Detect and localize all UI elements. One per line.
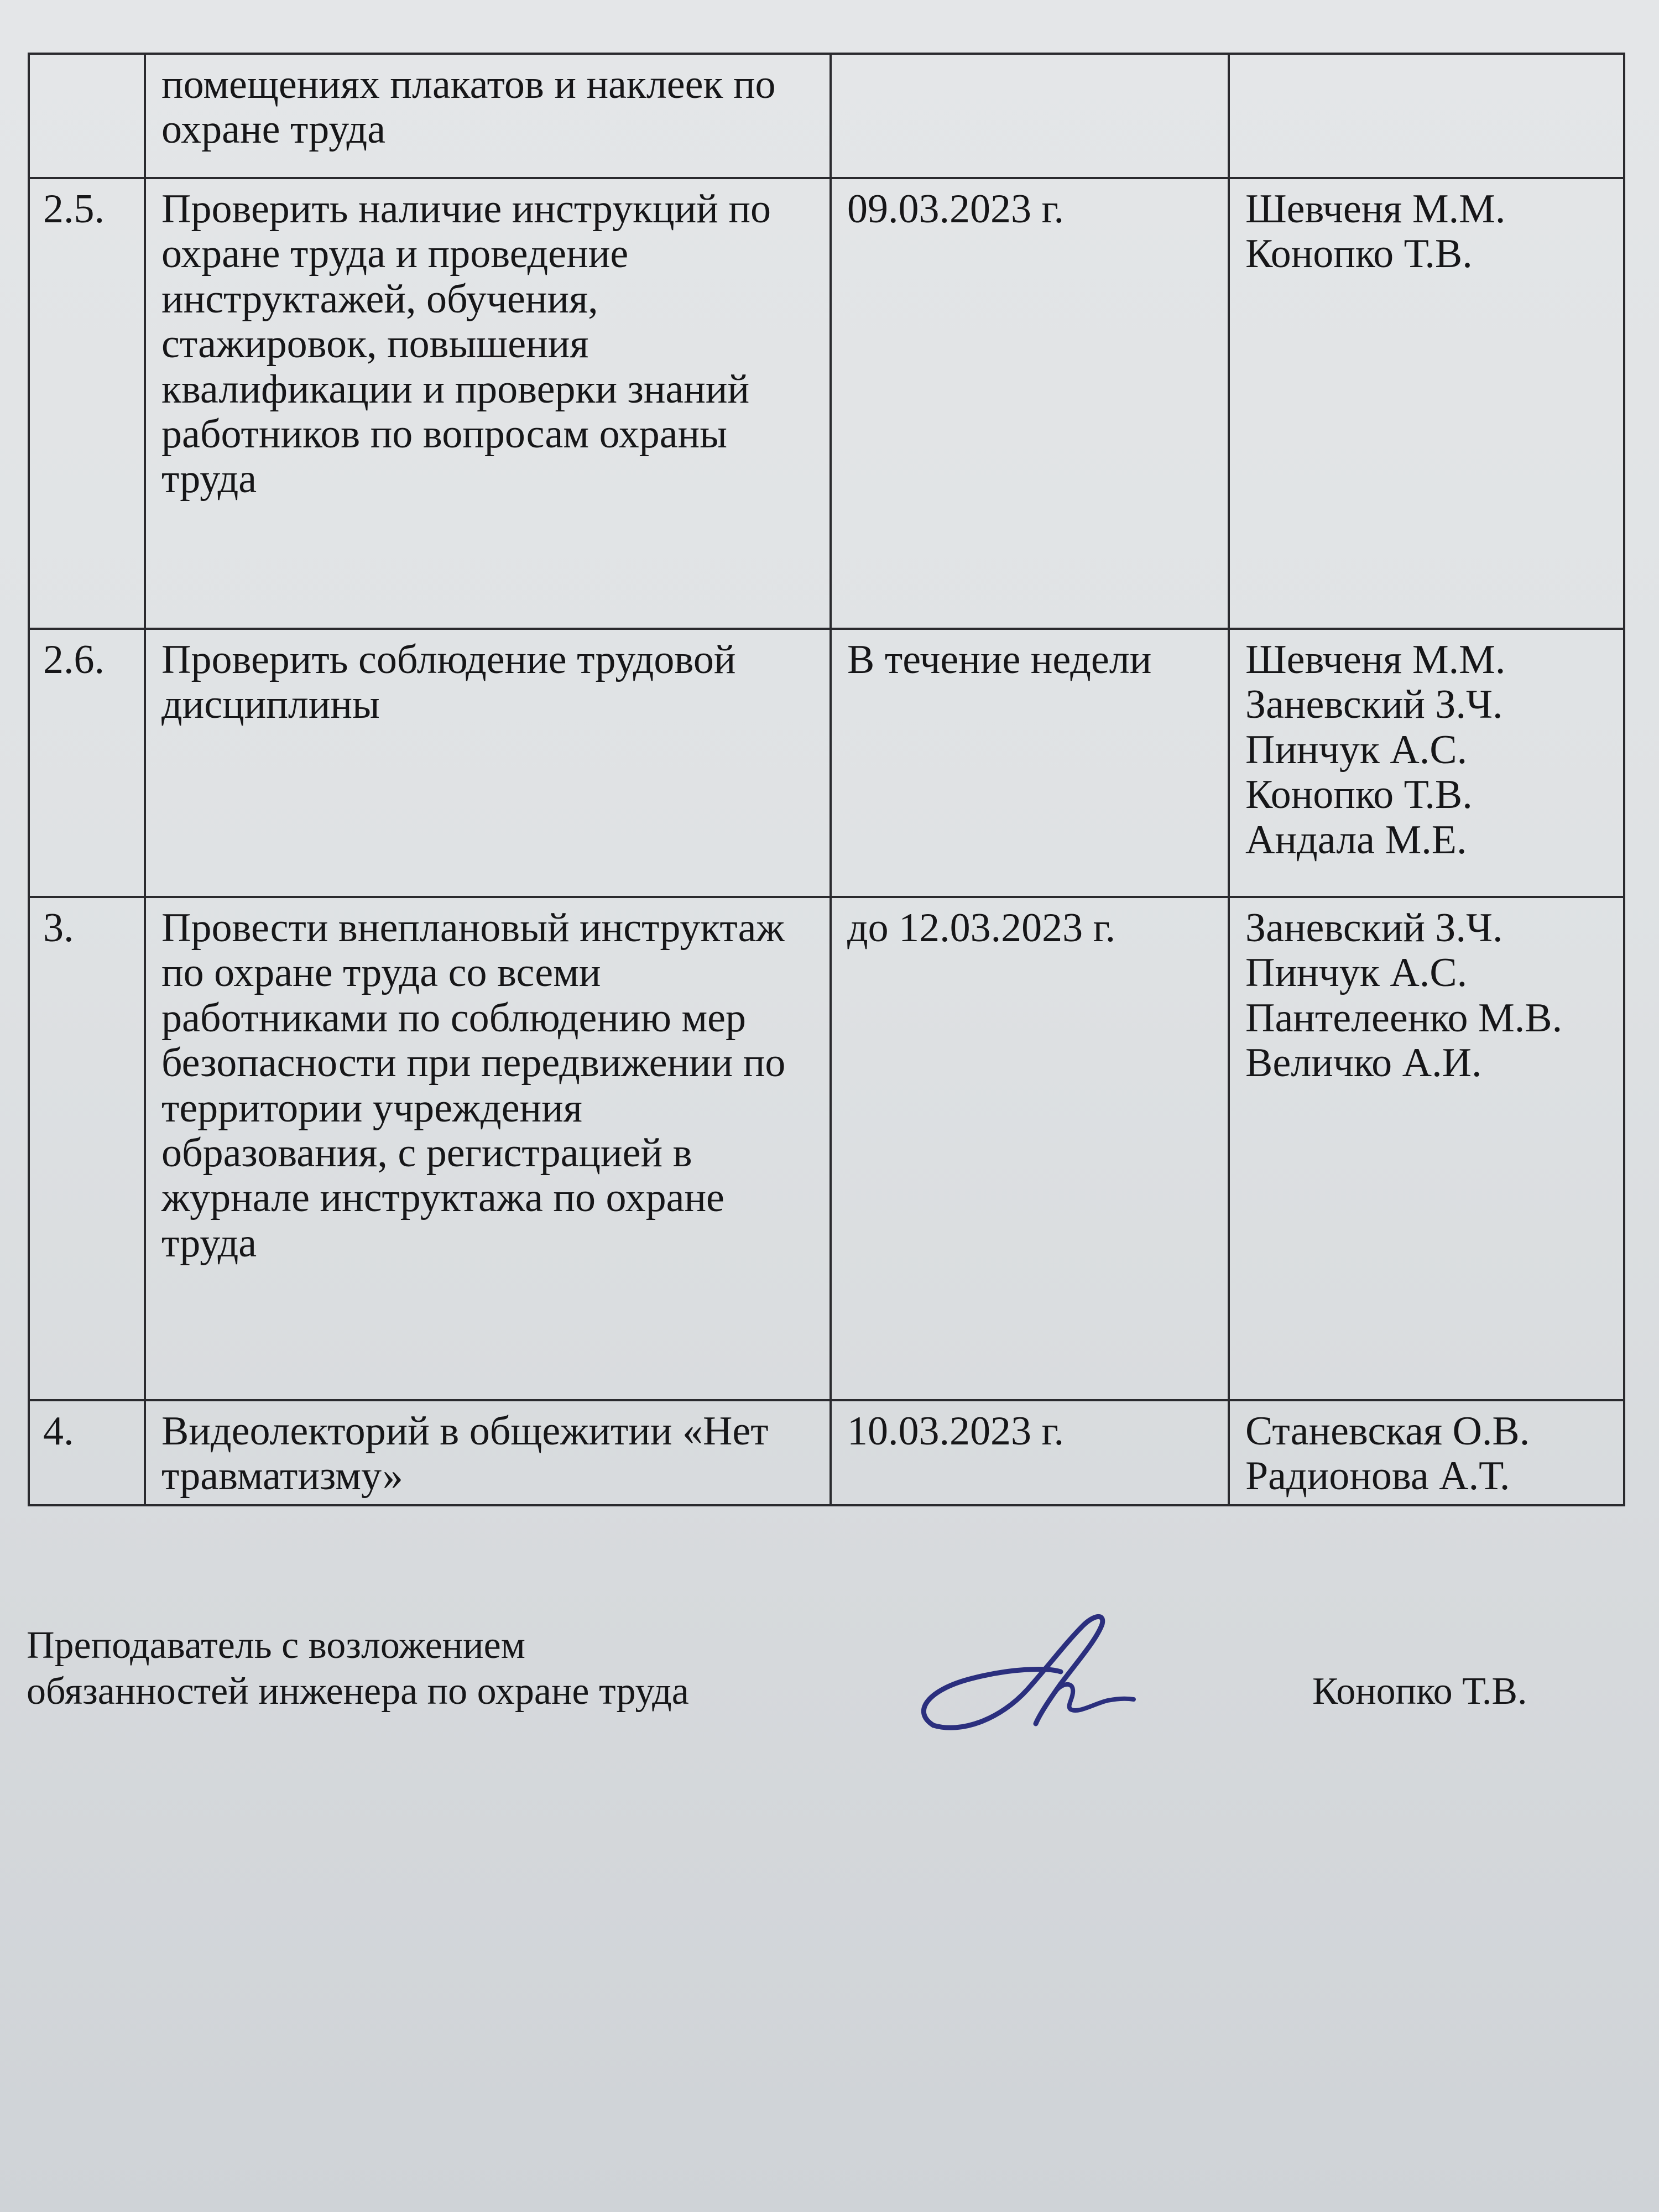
responsible-person: Шевченя М.М. [1245,186,1506,232]
task-text: Проверить наличие инструкций по охране труда и проведение инструктажей, обучения, стажировок, повышения квалификации и проверки знаний работников по вопросам охраны труда [145,178,831,629]
signer-position-line: обязанностей инженера по охране труда [27,1670,689,1713]
responsible-person: Радионова А.Т. [1245,1453,1510,1499]
responsible-person: Конопко Т.В. [1245,231,1473,277]
responsible-person: Заневский З.Ч. [1245,905,1503,951]
signer-position-line: Преподаватель с возложением [27,1624,525,1667]
signer-name: Конопко Т.В. [1312,1670,1527,1713]
responsible-cell [1229,629,1624,897]
deadline: до 12.03.2023 г. [831,897,1229,1400]
responsible-person: Андала М.Е. [1245,817,1467,863]
responsible-person: Величко А.И. [1245,1040,1482,1086]
signer-position [27,1623,889,1714]
safety-plan-table [28,53,1625,1506]
responsible-person: Пинчук А.С. [1245,950,1468,996]
responsible-cell [1229,54,1624,178]
table-row [29,1400,1624,1505]
row-number [29,54,145,178]
task-text: Провести внеплановый инструктаж по охране труда со всеми работниками по соблюдению мер безопасности при передвижении по территории учреждения образования, с регистрацией в журнале инструктажа по охране труда [145,897,831,1400]
deadline: 09.03.2023 г. [831,178,1229,629]
responsible-person: Заневский З.Ч. [1245,682,1503,728]
task-text: Видеолекторий в общежитии «Нет травматизму» [145,1400,831,1505]
table-row [29,178,1624,629]
responsible-person: Шевченя М.М. [1245,637,1506,682]
responsible-person: Конопко Т.В. [1245,772,1473,818]
row-number: 2.5. [29,178,145,629]
responsible-person: Пантелеенко М.В. [1245,995,1563,1041]
table-row [29,629,1624,897]
table-row [29,897,1624,1400]
task-text: помещениях плакатов и наклеек по охране труда [145,54,831,178]
task-text: Проверить соблюдение трудовой дисциплины [145,629,831,897]
signature-block [27,1623,1625,1750]
row-number: 4. [29,1400,145,1505]
responsible-cell [1229,1400,1624,1505]
responsible-person: Пинчук А.С. [1245,727,1468,773]
responsible-cell [1229,178,1624,629]
deadline [831,54,1229,178]
deadline: 10.03.2023 г. [831,1400,1229,1505]
row-number: 3. [29,897,145,1400]
responsible-cell [1229,897,1624,1400]
deadline: В течение недели [831,629,1229,897]
handwritten-signature-icon [895,1601,1160,1750]
row-number: 2.6. [29,629,145,897]
responsible-person: Станевская О.В. [1245,1408,1530,1454]
table-row [29,54,1624,178]
